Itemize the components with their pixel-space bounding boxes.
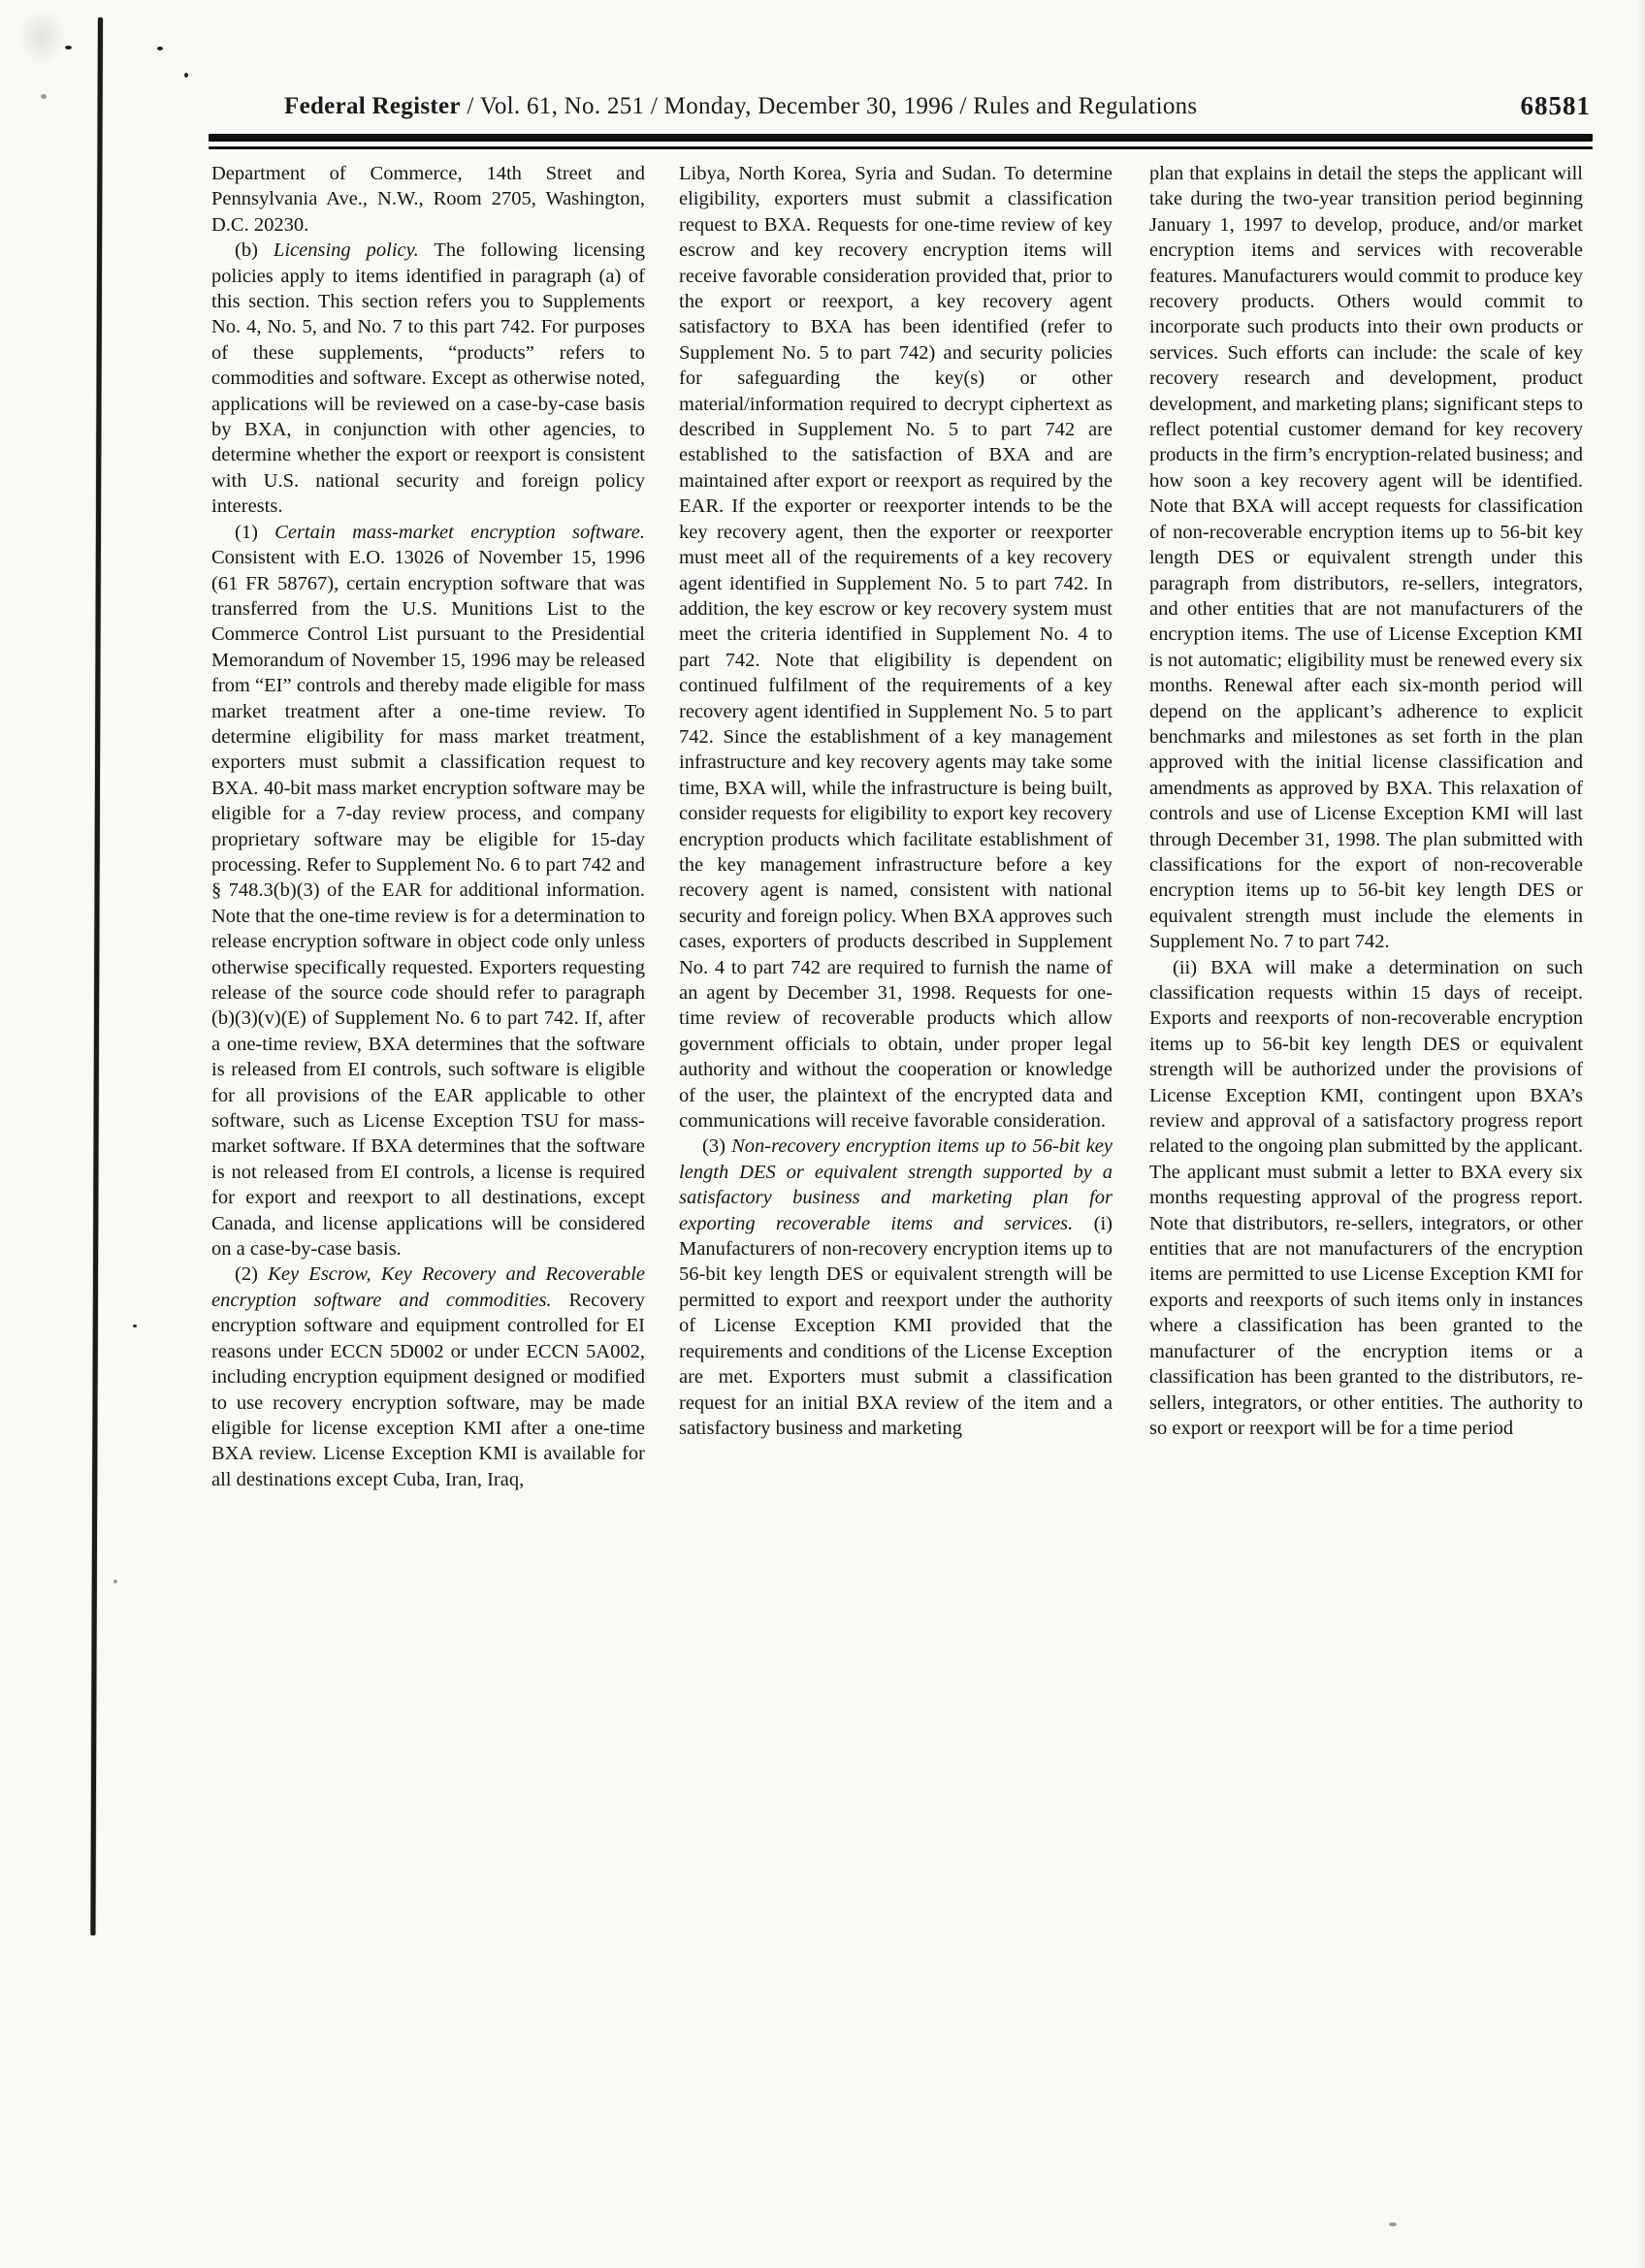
scan-speck	[65, 46, 72, 49]
text-run: Libya, North Korea, Syria and Sudan. To determine eligibility, exporters must submit a classification request to BXA. Requests for one-time review of key escrow and key recovery encryption items will receive favorable consideration provided that, prior to the export or reexport, a key recovery agent satisfactory to BXA has been identified (refer to Supplement No. 5 to part 742) and security policies for safeguarding the key(s) or other material/information required to decrypt ciphertext as described in Supplement No. 5 to part 742 are established to the satisfaction of BXA and are maintained after export or reexport as required by the EAR. If the exporter or reexporter intends to be the key recovery agent, then the exporter or reexporter must meet all of the requirements of a key recovery agent identified in Supplement No. 5 to part 742. In addition, the key escrow or key recovery system must meet the criteria identified in Supplement No. 4 to part 742. Note that eligibility is dependent on continued fulfilment of the requirements of a key recovery agent identified in Supplement No. 5 to part 742. Since the establishment of a key management infrastructure and key recovery agents may take some time, BXA will, while the infrastructure is being built, consider requests for eligibility to export key recovery encryption products which facilitate establishment of the key management infrastructure before a key recovery agent is named, consistent with national security and foreign policy. When BXA approves such cases, exporters of products described in Supplement No. 4 to part 742 are required to furnish the name of an agent by December 31, 1998. Requests for one-time review of recoverable products which allow government officials to obtain, under proper legal authority and without the cooperation or knowledge of the user, the plaintext of the encrypted data and communications will receive favorable consideration.	[679, 163, 1113, 1133]
italic-run: Non-recovery encryption items up to 56-bit key length DES or equivalent strength supported by a satisfactory business and marketing plan for exporting recoverable items and services.	[679, 1135, 1113, 1234]
scan-speck	[113, 1580, 117, 1583]
scan-edge-shadow	[1635, 0, 1645, 2268]
italic-run: Certain mass-market encryption software.	[274, 521, 645, 543]
page-header	[209, 93, 1593, 132]
issue-info: / Vol. 61, No. 251 / Monday, December 30, 1996 / Rules and Regulations	[460, 93, 1198, 119]
header-rule	[209, 134, 1593, 149]
text-run: Department of Commerce, 14th Street and Pennsylvania Ave., N.W., Room 2705, Washington, D.C. 20230.	[211, 163, 645, 236]
paragraph	[679, 1134, 1113, 1441]
header-rule-thick	[209, 134, 1593, 142]
text-run: (3)	[702, 1135, 732, 1158]
text-run: (2)	[235, 1263, 269, 1286]
paragraph	[1149, 161, 1583, 955]
text-column-2	[679, 161, 1113, 1441]
text-run: (ii) BXA will make a determination on such classification requests within 15 days of receipt. Exports and reexports of non-recoverable encryption items up to 56-bit key length DES or equivalent strength will be authorized under the provisions of License Exception KMI, contingent upon BXA’s review and approval of a satisfactory progress report related to the ongoing plan submitted by the applicant. The applicant must submit a letter to BXA every six months requesting approval of the progress report. Note that distributors, re-sellers, integrators, or other entities that are not manufacturers of the encryption items are permitted to use License Exception KMI for exports and reexports of such items only in instances where a classification has been granted to the manufacturer of the encryption items or a classification has been granted to the distributors, re-sellers, integrators, or other entities. The authority to so export or reexport will be for a time period	[1149, 956, 1583, 1439]
scan-speck	[41, 94, 47, 99]
text-run: The following licensing policies apply to items identified in paragraph (a) of this section. This section refers you to Supplements No. 4, No. 5, and No. 7 to this part 742. For purposes of these supplements, “products” refers to commodities and software. Except as otherwise noted, applications will be reviewed on a case-by-case basis by BXA, in conjunction with other agencies, to determine whether the export or reexport is consistent with U.S. national security and foreign policy interests.	[211, 240, 645, 518]
text-run: (i) Manufacturers of non-recovery encryption items up to 56-bit key length DES or equivalent strength will be permitted to export and reexport under the authority of License Exception KMI provided that the requirements and conditions of the License Exception are met. Exporters must submit a classification request for an initial BXA review of the item and a satisfactory business and marketing	[679, 1212, 1113, 1439]
journal-name: Federal Register	[284, 93, 461, 119]
text-column-1	[211, 161, 645, 1492]
text-run: Recovery encryption software and equipment controlled for EI reasons under ECCN 5D002 or under ECCN 5A002, including encryption equipment designed or modified to use recovery encryption software, may be made eligible for license exception KMI after a one-time BXA review. License Exception KMI is available for all destinations except Cuba, Iran, Iraq,	[211, 1289, 645, 1490]
scan-speck	[184, 73, 188, 78]
paragraph	[679, 161, 1113, 1134]
page-number: 68581	[1520, 91, 1591, 120]
italic-run: Key Escrow, Key Recovery and Recoverable encryption software and commodities.	[211, 1263, 645, 1311]
text-run: (b)	[235, 240, 274, 262]
text-run: (1)	[235, 521, 275, 543]
running-head	[284, 93, 1197, 120]
scan-binding-line	[90, 17, 103, 1935]
paragraph	[211, 161, 645, 238]
scan-speck	[157, 47, 163, 50]
scan-speck	[133, 1325, 137, 1327]
text-run: Consistent with E.O. 13026 of November 15, 1996 (61 FR 58767), certain encryption software that was transferred from the U.S. Munitions List to the Commerce Control List pursuant to the Presidential Memorandum of November 15, 1996 may be released from “EI” controls and thereby made eligible for mass market treatment after a one-time review. To determine eligibility for mass market treatment, exporters must submit a classification request to BXA. 40-bit mass market encryption software may be eligible for a 7-day review process, and company proprietary software may be eligible for 15-day processing. Refer to Supplement No. 6 to part 742 and § 748.3(b)(3) of the EAR for additional information. Note that the one-time review is for a determination to release encryption software in object code only unless otherwise specifically requested. Exporters requesting release of the source code should refer to paragraph (b)(3)(v)(E) of Supplement No. 6 to part 742. If, after a one-time review, BXA determines that the software is released from EI controls, such software is eligible for all provisions of the EAR applicable to other software, such as License Exception TSU for mass-market software. If BXA determines that the software is not released from EI controls, a license is required for export and reexport to all destinations, except Canada, and license applications will be considered on a case-by-case basis.	[211, 547, 645, 1261]
text-column-3	[1149, 161, 1583, 1441]
text-run: plan that explains in detail the steps the applicant will take during the two-year transition period beginning January 1, 1997 to develop, produce, and/or market encryption items and services with recoverable features. Manufacturers would commit to produce key recovery products. Others would commit to incorporate such products into their own products or services. Such efforts can include: the scale of key recovery research and development, product development, and marketing plans; significant steps to reflect potential customer demand for key recovery products in the firm’s encryption-related business; and how soon a key recovery agent will be identified. Note that BXA will accept requests for classification of non-recoverable encryption items up to 56-bit key length DES or equivalent strength under this paragraph from distributors, re-sellers, integrators, and other entities that are not manufacturers of the encryption items. The use of License Exception KMI is not automatic; eligibility must be renewed every six months. Renewal after each six-month period will depend on the applicant’s adherence to explicit benchmarks and milestones as set forth in the plan approved with the initial license classification and amendments as approved by BXA. This relaxation of controls and use of License Exception KMI will last through December 31, 1998. The plan submitted with classifications for the export of non-recoverable encryption items up to 56-bit key length DES or equivalent strength must include the elements in Supplement No. 7 to part 742.	[1149, 163, 1583, 953]
header-rule-thin	[209, 146, 1593, 149]
scan-smudge	[17, 8, 66, 66]
paragraph	[211, 520, 645, 1262]
paragraph	[1149, 955, 1583, 1442]
paragraph	[211, 1262, 645, 1492]
scan-speck	[1389, 2222, 1397, 2226]
italic-run: Licensing policy.	[273, 240, 419, 262]
paragraph	[211, 238, 645, 519]
